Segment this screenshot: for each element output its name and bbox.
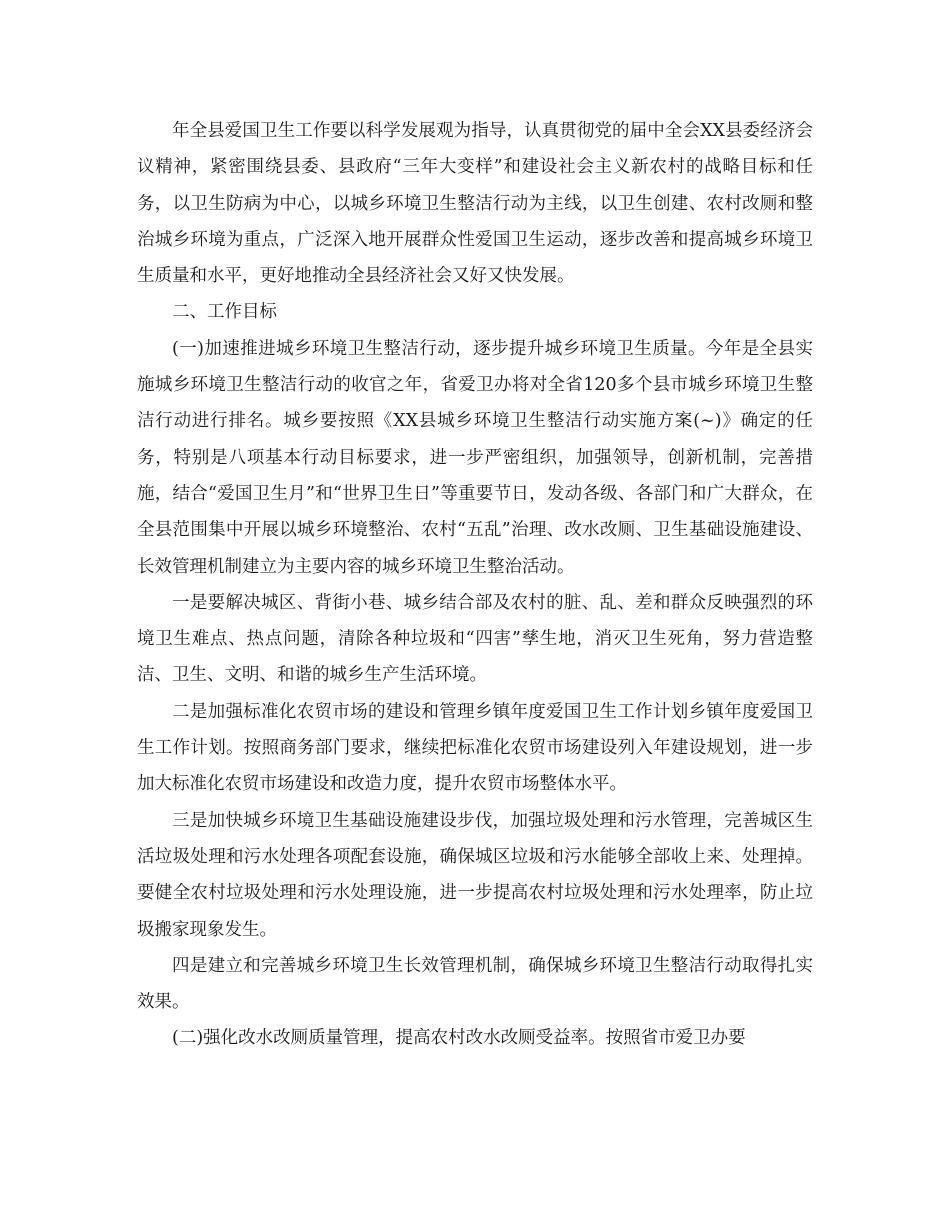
paragraph-item-2: 二是加强标准化农贸市场的建设和管理乡镇年度爱国卫生工作计划乡镇年度爱国卫生工作计划。按照商务部门要求，继续把标准化农贸市场建设列入年建设规划，进一步加大标准化农贸市场建设和改造力度，提升农贸市场整体水平。	[137, 701, 813, 795]
document-body	[137, 113, 813, 1057]
paragraph-goal-2: (二)强化改水改厕质量管理，提高农村改水改厕受益率。按照省市爱卫办要	[172, 1028, 746, 1049]
paragraph-goal-1: (一)加速推进城乡环境卫生整洁行动，逐步提升城乡环境卫生质量。今年是全县实施城乡环境卫生整洁行动的收官之年，省爱卫办将对全省120多个县市城乡环境卫生整洁行动进行排名。城乡要按照《XX县城乡环境卫生整洁行动实施方案(~)》确定的任务，特别是八项基本行动目标要求，进一步严密组织，加强领导，创新机制，完善措施，结合“爱国卫生月”和“世界卫生日”等重要节日，发动各级、各部门和广大群众，在全县范围集中开展以城乡环境整治、农村“五乱”治理、改水改厕、卫生基础设施建设、长效管理机制建立为主要内容的城乡环境卫生整治活动。	[137, 338, 813, 577]
paragraph-item-4: 四是建立和完善城乡环境卫生长效管理机制，确保城乡环境卫生整洁行动取得扎实效果。	[137, 955, 813, 1013]
paragraph-item-1: 一是要解决城区、背街小巷、城乡结合部及农村的脏、乱、差和群众反映强烈的环境卫生难点、热点问题，清除各种垃圾和“四害”孳生地，消灭卫生死角，努力营造整洁、卫生、文明、和谐的城乡生产生活环境。	[137, 592, 813, 686]
section-heading-work-goals: 二、工作目标	[172, 302, 277, 323]
paragraph-intro: 年全县爱国卫生工作要以科学发展观为指导，认真贯彻党的届中全会XX县委经济会议精神，紧密围绕县委、县政府“三年大变样”和建设社会主义新农村的战略目标和任务，以卫生防病为中心，以城乡环境卫生整洁行动为主线，以卫生创建、农村改厕和整治城乡环境为重点，广泛深入地开展群众性爱国卫生运动，逐步改善和提高城乡环境卫生质量和水平，更好地推动全县经济社会又好又快发展。	[137, 121, 813, 287]
paragraph-item-3: 三是加快城乡环境卫生基础设施建设步伐，加强垃圾处理和污水管理，完善城区生活垃圾处理和污水处理各项配套设施，确保城区垃圾和污水能够全部收上来、处理掉。要健全农村垃圾处理和污水处理设施，进一步提高农村垃圾处理和污水处理率，防止垃圾搬家现象发生。	[137, 810, 813, 940]
